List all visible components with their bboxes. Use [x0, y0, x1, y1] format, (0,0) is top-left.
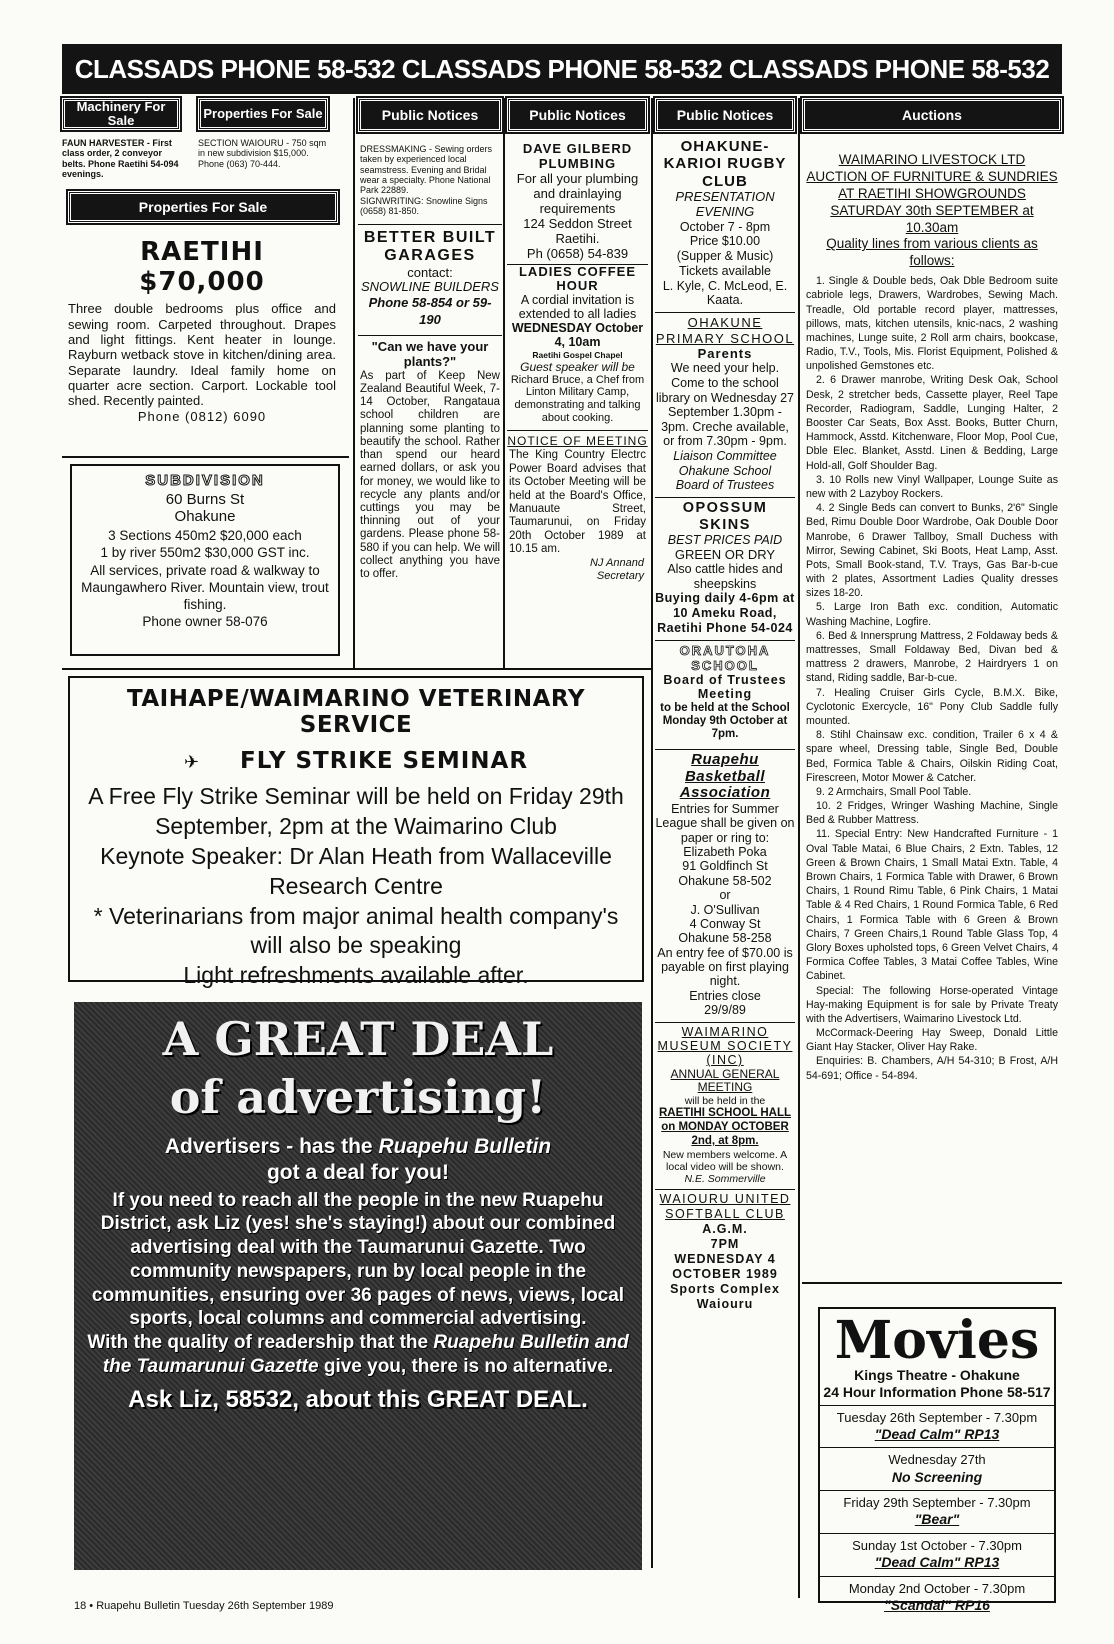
auction-item: 4. 2 Single Beds can convert to Bunks, 2'6" Single Bed, Rimu Double Door Wardrobe, Oak Double Door Manrobe, 6 Drawer Tallboy, Small Duchess with Mirror, Sewing Cabinet, Ski Boots, Heat Lamp, Asst. Pots, Small Book-stand, T.V. Trays, Gas Bar-b-cue with 2 plates, Assortment Ladies Quality dresses sizes 18-20.	[806, 502, 1058, 600]
opossum-green-dry: GREEN OR DRY	[674, 547, 776, 563]
fly-icon: ✈	[183, 752, 201, 773]
museum-signature: N.E. Sommerville	[684, 1172, 766, 1185]
movie-time: Wednesday 27th	[888, 1452, 986, 1468]
raetihi-price: $70,000	[139, 267, 265, 298]
auction-item: Enquiries: B. Chambers, A/H 54-310; B Frost, A/H 54-691; Office - 54-894.	[806, 1055, 1058, 1082]
subdivision-ad	[70, 464, 340, 656]
deal-line-3: If you need to reach all the people in the new Ruapehu District, ask Liz (yes! she's staying!) about our combined advertising deal with the Taumarunui Gazette. Two community newspapers, run by local people in the communities, ensuring over 36 pages of news, views, local sports, local columns and commercial advertising.	[91, 1189, 625, 1330]
primary-school-parents: Parents	[697, 346, 753, 362]
movie-title: "Scandal" RP16	[884, 1596, 990, 1613]
basketball-title: Ruapehu Basketball Association	[679, 751, 771, 802]
movie-row	[820, 1405, 1054, 1448]
vet-seminar-ad	[68, 676, 644, 989]
auction-item: 2. 6 Drawer manrobe, Writing Desk Oak, School Desk, 2 stretcher beds, Cassette player, Reel Tape Recorder, Radiogram, Saddle, Lunging Halter, 2 Booster Car Seats, Box Asst. Books, Butter Churn, Hammock, Asstd. Kitchenware, Floor Mop, Pool Cue, Dble Elec. Blanket, Asstd. Linen & Bedding, Large Hold-all, Golf Shoulder Bag.	[806, 374, 1058, 472]
opossum-buying: Buying daily 4-6pm at 10 Ameku Road, Raetihi Phone 54-024	[655, 591, 795, 636]
raetihi-title: RAETIHI	[140, 237, 264, 268]
movie-row	[820, 1533, 1054, 1576]
auction-items	[806, 274, 1058, 1083]
vet-subtitle-text: FLY STRIKE SEMINAR	[240, 748, 529, 774]
auction-item: Special: The following Horse-operated Vintage Hay-making Equipment is for sale by Private Treaty with the Advertisers, Waimarino Livestock Ltd.	[806, 984, 1058, 1025]
orautoha-body: to be held at the School Monday 9th October at 7pm.	[660, 701, 790, 741]
page-footer: 18 • Ruapehu Bulletin Tuesday 26th September 1989	[74, 1600, 334, 1612]
deal-headline: A GREAT DEAL	[162, 1012, 554, 1066]
softball-title: WAIOURU UNITED SOFTBALL CLUB	[659, 1191, 791, 1221]
auction-item: 8. Stihl Chainsaw exc. condition, Trailer 6 x 4 & spare wheel, Dressing table, Single Bed, Double Bed, Formica Table & Chairs, Oilskin Riding Coat, Firescreen, Motor Mower & Catcher.	[806, 729, 1058, 784]
movies-ad	[818, 1307, 1056, 1613]
auction-title-1: WAIMARINO LIVESTOCK LTD	[838, 152, 1026, 167]
opossum-title: OPOSSUM SKINS	[682, 499, 768, 533]
raetihi-description: Three double bedrooms plus office and sewing room. Carpeted throughout. Drapes and light fittings. Kent heater in lounge. Rayburn wetback stove in kitchen/dining area. Separate laundry. Ideal family home on quarter acre section. Carport. Lockable tool shed. Recently painted.	[68, 301, 336, 409]
movie-schedule	[820, 1405, 1054, 1619]
movie-title: "Dead Calm" RP13	[874, 1425, 1000, 1442]
auction-item: 9. 2 Armchairs, Small Pool Table.	[816, 785, 972, 798]
movies-info-phone: 24 Hour Information Phone 58-517	[823, 1383, 1051, 1400]
primary-school-signature: Liaison Committee Ohakune School Board of Trustees	[673, 449, 777, 493]
column-properties	[62, 98, 349, 630]
coffee-hour-venue: Raetihi Gospel Chapel	[532, 349, 623, 360]
divider	[62, 456, 349, 458]
properties-header: Properties For Sale	[198, 98, 328, 130]
public-notices-header: Public Notices	[655, 98, 795, 132]
coffee-hour-date: WEDNESDAY October 4, 10am	[511, 321, 644, 350]
coffee-hour-speaker-body: Richard Bruce, a Chef from Linton Military Camp, demonstrating and talking about cooking.	[510, 373, 645, 424]
deal-end: Ask Liz, 58532, about this GREAT DEAL.	[128, 1385, 588, 1413]
deal-subheadline: of advertising!	[169, 1070, 547, 1124]
movie-title: No Screening	[891, 1468, 983, 1485]
rugby-subtitle: PRESENTATION EVENING	[675, 188, 775, 219]
notice-meeting-title: NOTICE OF MEETING	[507, 434, 648, 449]
vet-body: A Free Fly Strike Seminar will be held on Friday 29th September, 2pm at the Waimarino Club Keynote Speaker: Dr Alan Heath from Wallaceville Research Centre * Veterinarians from major animal health company's will also be speaking Light refreshments available after.	[88, 783, 624, 989]
garages-builders: SNOWLINE BUILDERS	[361, 279, 499, 295]
column-auctions	[802, 98, 1062, 1083]
museum-body-2: New members welcome. A local video will be shown.	[662, 1148, 788, 1173]
faun-harvester-ad: FAUN HARVESTER - First class order, 2 conveyor belts. Phone Raetihi 54-094 evenings.	[62, 138, 179, 180]
coffee-hour-body: A cordial invitation is extended to all ladies	[518, 293, 637, 322]
museum-title: WAIMARINO MUSEUM SOCIETY (INC)	[657, 1024, 793, 1068]
column-public-notices-1	[358, 98, 502, 581]
opossum-subtitle: BEST PRICES PAID	[667, 533, 783, 548]
column-public-notices-2	[507, 98, 648, 583]
public-notices-header: Public Notices	[358, 98, 502, 132]
orautoha-board: Board of Trustees Meeting	[663, 673, 787, 702]
museum-hall: RAETIHI SCHOOL HALL on MONDAY OCTOBER 2nd, at 8pm.	[658, 1107, 792, 1147]
movie-time: Tuesday 26th September - 7.30pm	[836, 1409, 1038, 1425]
divider	[651, 98, 653, 1568]
machinery-header: Machinery For Sale	[62, 98, 180, 130]
notice-meeting-body: The King Country Electrc Power Board advises that its October Meeting will be held at the Board's Office, Manuaute Street, Taumarunui, on Friday 20th October 1989 at 10.15 am.	[509, 449, 646, 556]
auction-title-3: SATURDAY 30th SEPTEMBER at 10.30am	[830, 202, 1034, 235]
classads-banner: CLASSADS PHONE 58-532 CLASSADS PHONE 58-532 CLASSADS PHONE 58-532	[62, 44, 1062, 94]
subdivision-body: 3 Sections 450m2 $20,000 each 1 by river 550m2 $30,000 GST inc. All services, private road & walkway to Maungawhero River. Mountain view, trout fishing. Phone owner 58-076	[81, 528, 329, 630]
auctions-header: Auctions	[802, 98, 1062, 132]
deal-line-2: got a deal for you!	[266, 1161, 449, 1185]
rugby-body: October 7 - 8pm Price $10.00 (Supper & Music) Tickets available L. Kyle, C. McLeod, E. Kaata.	[662, 219, 788, 308]
rugby-title: OHAKUNE-KARIOI RUGBY CLUB	[663, 138, 787, 190]
deal-line-1	[82, 1134, 634, 1160]
auction-item: 10. 2 Fridges, Wringer Washing Machine, Single Bed & Rubber Mattress.	[806, 800, 1058, 827]
deal-line-4d: Taumarunui Gazette	[136, 1355, 319, 1377]
basketball-body: Entries for Summer League shall be given on paper or ring to: Elizabeth Poka 91 Goldfinch St Ohakune 58-502 or J. O'Sullivan 4 Conway St Ohakune 58-258 An entry fee of $70.00 is payable on first playing night. Entries close 29/9/89	[655, 801, 795, 1018]
plants-body: As part of Keep New Zealand Beautiful Week, 7-14 October, Rangataua school children are planning some planting to beautify the school. Rather than spend our heard earned dollars, or ask you for money, we would like to recycle any plants and/or cuttings you may be thinning out of your gardens. Please phone 58-580 if you can help. We will collect anything you have to offer.	[360, 369, 500, 581]
auction-item: 1. Single & Double beds, Oak Dble Bedroom suite cabriole legs, Drawers, Wardrobes, Sewing Mach. Treadle, Old portable record player, mattresses, pillows, mats, kitchen utensils, knic-nacs, 2 washing machines, Lunge suite, 2 Roll arm chairs, bookcase, Radio, T.V., Tools, Mis. Florist Equipment, Polished & unpolished Gemstones etc.	[806, 275, 1058, 373]
movie-time: Sunday 1st October - 7.30pm	[852, 1537, 1022, 1553]
signwriting-ad: SIGNWRITING: Snowline Signs (0658) 81-850.	[360, 195, 488, 217]
coffee-hour-speaker: Guest speaker will be	[520, 359, 635, 374]
auction-title-4: Quality lines from various clients as follows:	[826, 236, 1038, 269]
deal-line-4b: Ruapehu Bulletin	[433, 1332, 590, 1353]
plumbing-title: DAVE GILBERD PLUMBING	[522, 141, 633, 171]
auction-item: 7. Healing Cruiser Girls Cycle, B.M.X. Bike, Cyclotonic Exercycle, 16" Pony Club Saddle fully mounted.	[806, 686, 1058, 727]
auction-item: 11. Special Entry: New Handcrafted Furniture - 1 Oval Table Matai, 6 Blue Chairs, 2 Extn. Tables, 12 Green & Brown Chairs, 1 Small Matai Extn. Table, 4 Brown Chairs, 1 Formica Table with Drawer, 6 Brown Chairs, 1 Round Rimu Table, 6 Pink Chairs, 1 Matai Table & 4 Red Chairs, 1 Round Formica Table, 6 Red Chairs, 1 Formica Table with 6 Green & Brown Chairs, 7 Green Chairs,1 Round Table Glass Top, 4 Glory Boxes upholsted tops, 6 Green Velvet Chairs, 4 Formica Coffee Tables, 3 Matai Coffee Tables, Wine Cabinet.	[806, 828, 1058, 983]
deal-line-4	[82, 1331, 634, 1379]
deal-line-4c: and the	[102, 1332, 629, 1377]
auction-title-2: AUCTION OF FURNITURE & SUNDRIES AT RAETIHI SHOWGROUNDS	[806, 168, 1058, 201]
movie-title: "Dead Calm" RP13	[874, 1554, 1000, 1571]
divider	[798, 98, 800, 1598]
primary-school-title: OHAKUNE PRIMARY SCHOOL	[655, 315, 795, 346]
movie-time: Friday 29th September - 7.30pm	[843, 1495, 1031, 1511]
raetihi-phone: Phone (0812) 6090	[137, 408, 267, 424]
garages-phone: Phone 58-854 or 59-190	[368, 295, 492, 328]
movie-row	[820, 1490, 1054, 1533]
deal-line-4a: With the quality of readership that the	[87, 1332, 434, 1353]
plumbing-body: For all your plumbing and drainlaying requirements 124 Seddon Street Raetihi. Ph (0658) 54-839	[516, 170, 639, 261]
properties-for-sale-header: Properties For Sale	[68, 191, 338, 223]
plants-title: "Can we have your plants?"	[371, 338, 489, 369]
museum-agm: ANNUAL GENERAL MEETING	[670, 1066, 780, 1095]
movies-title: Movies	[834, 1310, 1040, 1371]
movie-row	[820, 1576, 1054, 1619]
garages-contact: contact:	[407, 265, 453, 281]
dressmaking-ad: DRESSMAKING - Sewing orders taken by experienced local seamstress. Evening and Bridal wear a specialty. Phone National Park 22889.	[360, 144, 493, 196]
auction-item: 5. Large Iron Bath exc. condition, Automatic Washing Machine, Logfire.	[806, 601, 1058, 628]
divider	[503, 98, 505, 668]
auction-item: 3. 10 Rolls new Vinyl Wallpaper, Lounge Suite as new with 2 Lazyboy Rockers.	[806, 473, 1058, 500]
movie-row	[820, 1447, 1054, 1490]
subdivision-title: SUBDIVISION	[145, 472, 265, 489]
auction-item: McCormack-Deering Hay Sweep, Donald Little Giant Hay Stacker, Oliver Hay Rake.	[806, 1027, 1058, 1054]
museum-body-1: will be held in the	[684, 1095, 766, 1108]
vet-title: TAIHAPE/WAIMARINO VETERINARY SERVICE	[126, 686, 586, 738]
softball-body: A.G.M. 7PM WEDNESDAY 4 OCTOBER 1989 Sports Complex Waiouru	[670, 1221, 780, 1311]
garages-title: BETTER BUILT GARAGES	[363, 229, 497, 265]
deal-line-4e: give you, there is no alternative.	[318, 1355, 614, 1377]
public-notices-header: Public Notices	[507, 98, 648, 132]
movie-time: Monday 2nd October - 7.30pm	[848, 1580, 1026, 1596]
subdivision-town: Ohakune	[174, 508, 236, 525]
subdivision-address: 60 Burns St	[165, 491, 245, 508]
movies-theatre: Kings Theatre - Ohakune	[854, 1367, 1020, 1383]
opossum-body: Also cattle hides and sheepskins	[667, 562, 783, 591]
deal-line-1b: Ruapehu Bulletin	[378, 1135, 552, 1158]
auction-item: 6. Bed & Innersprung Mattress, 2 Foldaway beds & mattresses, Small Foldaway Bed, Divan bed & mattress 2 drawers, Manrobe, 2 Hairdryers 1 on stand, Riding saddle, Bar-b-cue.	[806, 629, 1058, 685]
notice-meeting-signature: NJ Annand Secretary	[589, 556, 644, 583]
waiouru-section-ad: SECTION WAIOURU - 750 sqm in new subdivision $15,000. Phone (063) 70-444.	[198, 138, 327, 169]
divider	[353, 98, 355, 668]
column-public-notices-3	[655, 98, 795, 1312]
coffee-hour-title: LADIES COFFEE HOUR	[518, 263, 636, 293]
orautoha-title: ORAUTOHA SCHOOL	[679, 643, 771, 674]
vet-subtitle	[76, 748, 636, 774]
divider	[802, 1282, 1062, 1284]
movie-title: "Bear"	[914, 1511, 960, 1528]
primary-school-body: We need your help. Come to the school library on Wednesday 27 September 1.30pm - 3pm. Creche available, or from 7.30pm - 9pm.	[655, 361, 795, 449]
deal-line-1a: Advertisers - has the	[164, 1135, 379, 1158]
great-deal-ad	[74, 1002, 642, 1570]
divider	[62, 668, 651, 670]
